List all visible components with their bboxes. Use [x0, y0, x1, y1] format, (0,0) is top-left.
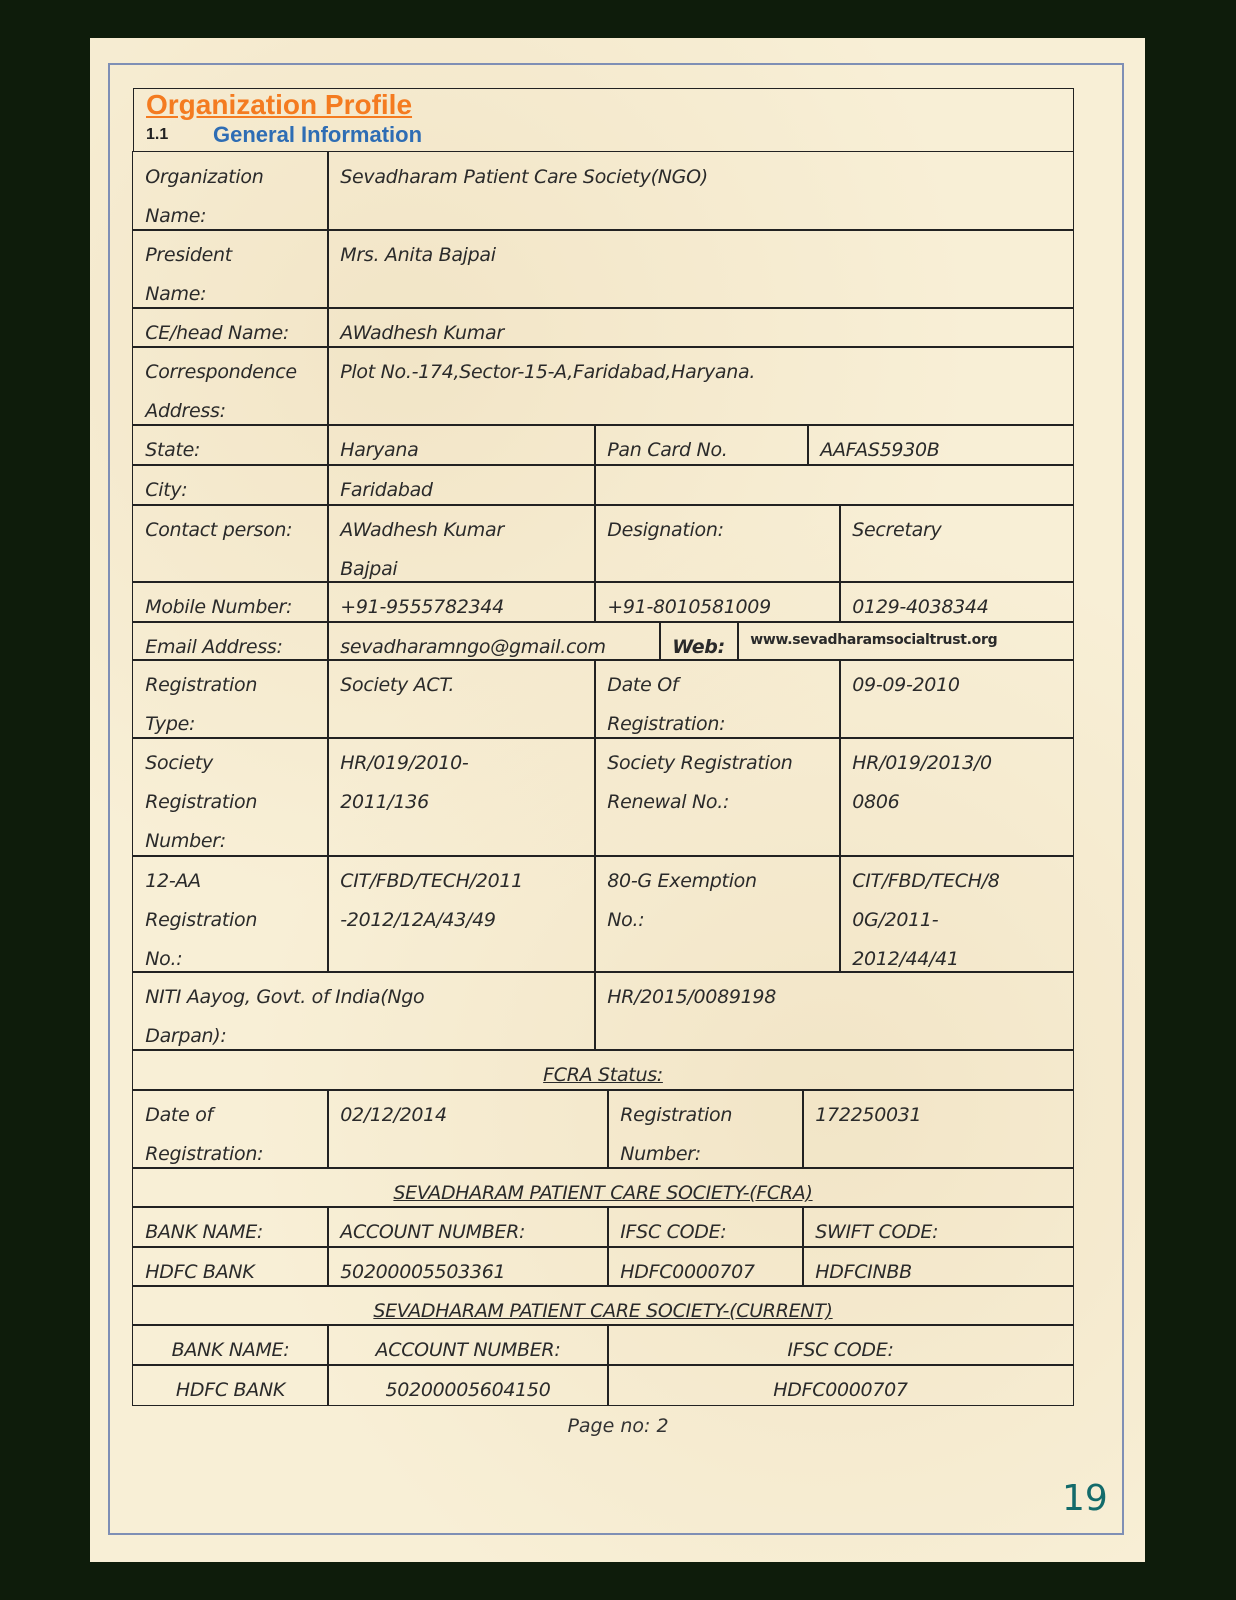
table-cell: HDFCINBB [802, 1246, 1074, 1287]
table-cell: Secretary [839, 504, 1074, 583]
field-label: BANK NAME: [132, 1206, 329, 1248]
table-cell: Designation: [594, 504, 841, 583]
field-label: City: [132, 464, 329, 506]
table-cell: Web: [659, 621, 739, 661]
field-label: President Name: [132, 229, 329, 309]
table-cell: Registration Number: [607, 1089, 804, 1169]
field-label: Email Address: [132, 621, 329, 661]
table-cell: 80-G Exemption No.: [594, 855, 841, 973]
table-cell: AWadhesh Kumar Bajpai [327, 504, 596, 583]
field-label: Registration Type: [132, 659, 329, 739]
table-cell: Society Registration Renewal No.: [594, 737, 841, 857]
table-cell: IFSC CODE: [607, 1324, 1074, 1366]
field-label: NITI Aayog, Govt. of India(Ngo Darpan): [132, 971, 596, 1051]
table-cell: SEVADHARAM PATIENT CARE SOCIETY-(CURRENT) [132, 1285, 1074, 1326]
table-cell: Sevadharam Patient Care Society(NGO) [327, 151, 1074, 231]
page-number: 19 [1062, 1478, 1108, 1519]
table-cell: Mrs. Anita Bajpai [327, 229, 1074, 309]
table-cell: CIT/FBD/TECH/8 0G/2011- 2012/44/41 [839, 855, 1074, 973]
field-label: BANK NAME: [132, 1324, 329, 1366]
field-label: Contact person: [132, 504, 329, 583]
table-cell: Society ACT. [327, 659, 596, 739]
table-cell: 09-09-2010 [839, 659, 1074, 739]
table-cell: AAFAS5930B [807, 424, 1074, 466]
table-cell: Plot No.-174,Sector-15-A,Faridabad,Haryana. [327, 346, 1074, 426]
field-label: Organization Name: [132, 151, 329, 231]
section-title: General Information [213, 122, 423, 147]
table-cell: 172250031 [802, 1089, 1074, 1169]
field-label: Date of Registration: [132, 1089, 329, 1169]
table-cell: SEVADHARAM PATIENT CARE SOCIETY-(FCRA) [132, 1167, 1074, 1208]
table-header [133, 88, 1074, 152]
table-cell: 0129-4038344 [839, 581, 1074, 623]
table-cell: www.sevadharamsocialtrust.org [737, 621, 1074, 661]
table-cell: 50200005503361 [327, 1246, 609, 1287]
page-label: Page no: 2 [567, 1415, 669, 1437]
table-cell: HR/019/2010- 2011/136 [327, 737, 596, 857]
table-cell: IFSC CODE: [607, 1206, 804, 1248]
table-cell: FCRA Status: [132, 1049, 1074, 1091]
table-cell: HR/2015/0089198 [594, 971, 1074, 1051]
table-cell [594, 464, 1074, 506]
table-cell: ACCOUNT NUMBER: [327, 1206, 609, 1248]
field-label: Mobile Number: [132, 581, 329, 623]
section-number: 1.1 [146, 126, 169, 143]
table-cell: Pan Card No. [594, 424, 809, 466]
field-label: HDFC BANK [132, 1246, 329, 1287]
field-label: Correspondence Address: [132, 346, 329, 426]
field-label: State: [132, 424, 329, 466]
table-cell: Faridabad [327, 464, 596, 506]
document-title: Organization Profile [146, 89, 413, 120]
field-label: Society Registration Number: [132, 737, 329, 857]
table-cell: ACCOUNT NUMBER: [327, 1324, 609, 1366]
table-cell: HDFC0000707 [607, 1364, 1074, 1406]
table-cell: Haryana [327, 424, 596, 466]
table-cell: +91-9555782344 [327, 581, 596, 623]
field-label: 12-AA Registration No.: [132, 855, 329, 973]
table-cell: +91-8010581009 [594, 581, 841, 623]
table-cell: HDFC0000707 [607, 1246, 804, 1287]
table-cell: Date Of Registration: [594, 659, 841, 739]
field-label: CE/head Name: [132, 307, 329, 348]
field-label: HDFC BANK [132, 1364, 329, 1406]
table-cell: 02/12/2014 [327, 1089, 609, 1169]
table-cell: CIT/FBD/TECH/2011 -2012/12A/43/49 [327, 855, 596, 973]
table-cell: AWadhesh Kumar [327, 307, 1074, 348]
table-cell: sevadharamngo@gmail.com [327, 621, 661, 661]
table-cell: 50200005604150 [327, 1364, 609, 1406]
table-cell: HR/019/2013/0 0806 [839, 737, 1074, 857]
table-cell: SWIFT CODE: [802, 1206, 1074, 1248]
